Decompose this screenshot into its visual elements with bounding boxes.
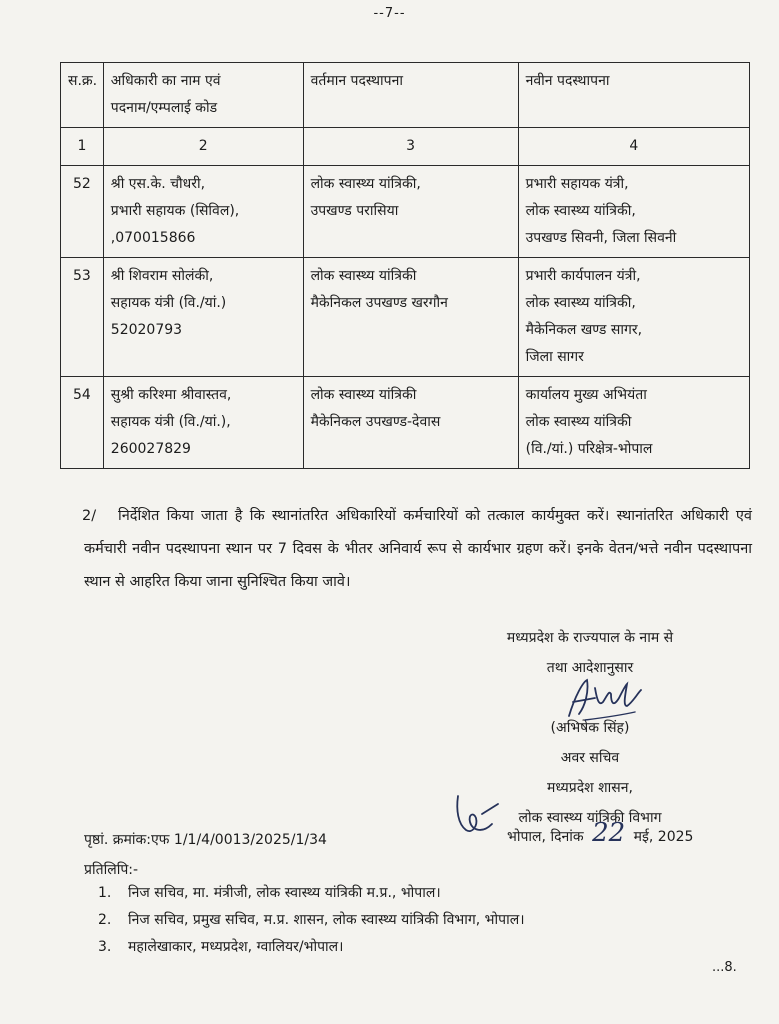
header-current-text: वर्तमान पदस्थापना xyxy=(310,73,404,89)
current-posting-line: उपखण्ड परासिया xyxy=(310,203,399,219)
column-number: 4 xyxy=(518,128,749,166)
column-number: 1 xyxy=(61,128,104,166)
new-posting-line: लोक स्वास्थ्य यांत्रिकी xyxy=(525,414,632,430)
officer-designation: सहायक यंत्री (वि./यां.), xyxy=(110,414,231,430)
header-officer-line: पदनाम/एम्पलाई कोड xyxy=(110,100,218,116)
row-current-posting xyxy=(303,258,518,377)
column-number: 3 xyxy=(303,128,518,166)
new-posting-line: लोक स्वास्थ्य यांत्रिकी, xyxy=(525,203,636,219)
table-header-row xyxy=(61,63,750,128)
column-number-row xyxy=(61,128,750,166)
current-posting-line: लोक स्वास्थ्य यांत्रिकी xyxy=(310,387,417,403)
table-row xyxy=(61,258,750,377)
list-item xyxy=(84,880,525,907)
copy-number: 1. xyxy=(98,885,112,901)
signatory-department: लोक स्वास्थ्य यांत्रिकी विभाग xyxy=(518,810,662,826)
instruction-paragraph xyxy=(84,500,752,599)
new-posting-line: प्रभारी सहायक यंत्री, xyxy=(525,176,629,192)
date-line xyxy=(507,818,693,848)
new-posting-line: लोक स्वास्थ्य यांत्रिकी, xyxy=(525,295,636,311)
copy-text: निज सचिव, प्रमुख सचिव, म.प्र. शासन, लोक स्वास्थ्य यांत्रिकी विभाग, भोपाल। xyxy=(128,912,525,928)
signatory-designation: अवर सचिव xyxy=(560,750,620,766)
row-current-posting xyxy=(303,377,518,469)
copy-list xyxy=(84,880,525,961)
officer-name: सुश्री करिश्मा श्रीवास्तव, xyxy=(110,387,232,403)
header-officer xyxy=(103,63,303,128)
table-row xyxy=(61,166,750,258)
list-item xyxy=(84,934,525,961)
transfer-table xyxy=(60,62,750,469)
officer-code: ,070015866 xyxy=(110,230,196,246)
date-prefix: भोपाल, दिनांक xyxy=(507,829,584,845)
next-page-indicator: ...8. xyxy=(712,960,737,975)
table-row xyxy=(61,377,750,469)
current-posting-line: लोक स्वास्थ्य यांत्रिकी, xyxy=(310,176,421,192)
current-posting-line: लोक स्वास्थ्य यांत्रिकी xyxy=(310,268,417,284)
officer-code: 52020793 xyxy=(110,322,183,338)
handwritten-signature xyxy=(565,676,645,724)
header-officer-line: अधिकारी का नाम एवं xyxy=(110,73,221,89)
authority-line: तथा आदेशानुसार xyxy=(546,660,634,676)
copy-heading: प्रतिलिपि:- xyxy=(84,862,139,878)
current-posting-line: मैकेनिकल उपखण्ड-देवास xyxy=(310,414,441,430)
header-new-posting xyxy=(518,63,749,128)
row-serial: 53 xyxy=(61,258,104,377)
endorsement-number: पृष्ठां. क्रमांक:एफ 1/1/4/0013/2025/1/34 xyxy=(84,832,327,848)
officer-name: श्री शिवराम सोलंकी, xyxy=(110,268,214,284)
new-posting-line: (वि./यां.) परिक्षेत्र-भोपाल xyxy=(525,441,653,457)
header-new-text: नवीन पदस्थापना xyxy=(525,73,610,89)
row-serial: 52 xyxy=(61,166,104,258)
row-new-posting xyxy=(518,166,749,258)
copy-text: महालेखाकार, मध्यप्रदेश, ग्वालियर/भोपाल। xyxy=(128,939,344,955)
new-posting-line: जिला सागर xyxy=(525,349,584,365)
header-serial xyxy=(61,63,104,128)
header-serial-text: स.क्र. xyxy=(68,73,98,89)
new-posting-line: उपखण्ड सिवनी, जिला सिवनी xyxy=(525,230,677,246)
row-new-posting xyxy=(518,258,749,377)
paragraph-number: 2/ xyxy=(82,508,97,524)
page-number: --7-- xyxy=(373,6,406,21)
date-day: 22 xyxy=(592,818,626,848)
officer-designation: प्रभारी सहायक (सिविल), xyxy=(110,203,240,219)
signatory-government: मध्यप्रदेश शासन, xyxy=(547,780,633,796)
handwritten-initial xyxy=(452,790,502,838)
current-posting-line: मैकेनिकल उपखण्ड खरगौन xyxy=(310,295,448,311)
officer-code: 260027829 xyxy=(110,441,191,457)
date-suffix: मई, 2025 xyxy=(633,829,694,845)
officer-designation: सहायक यंत्री (वि./यां.) xyxy=(110,295,227,311)
new-posting-line: कार्यालय मुख्य अभियंता xyxy=(525,387,647,403)
column-number: 2 xyxy=(103,128,303,166)
row-new-posting xyxy=(518,377,749,469)
header-current-posting xyxy=(303,63,518,128)
authority-line: मध्यप्रदेश के राज्यपाल के नाम से xyxy=(506,630,674,646)
signatory-name: (अभिषेक सिंह) xyxy=(550,720,630,736)
new-posting-line: मैकेनिकल खण्ड सागर, xyxy=(525,322,643,338)
copy-number: 3. xyxy=(98,939,112,955)
row-officer xyxy=(103,166,303,258)
list-item xyxy=(84,907,525,934)
new-posting-line: प्रभारी कार्यपालन यंत्री, xyxy=(525,268,641,284)
copy-number: 2. xyxy=(98,912,112,928)
paragraph-text: निर्देशित किया जाता है कि स्थानांतरित अधिकारियों कर्मचारियों को तत्काल कार्यमुक्त करें। स्थानांतरित अधिकारी एवं कर्मचारी नवीन पदस्थापना स्थान पर 7 दिवस के भीतर अनिवार्य रूप से कार्यभार ग्रहण करें। इनके वेतन/भत्ते नवीन पदस्थापना स्थान से आहरित किया जाना सुनिश्चित किया जावे। xyxy=(84,508,752,590)
row-current-posting xyxy=(303,166,518,258)
row-officer xyxy=(103,377,303,469)
row-serial: 54 xyxy=(61,377,104,469)
copy-text: निज सचिव, मा. मंत्रीजी, लोक स्वास्थ्य यांत्रिकी म.प्र., भोपाल। xyxy=(128,885,441,901)
officer-name: श्री एस.के. चौधरी, xyxy=(110,176,206,192)
row-officer xyxy=(103,258,303,377)
